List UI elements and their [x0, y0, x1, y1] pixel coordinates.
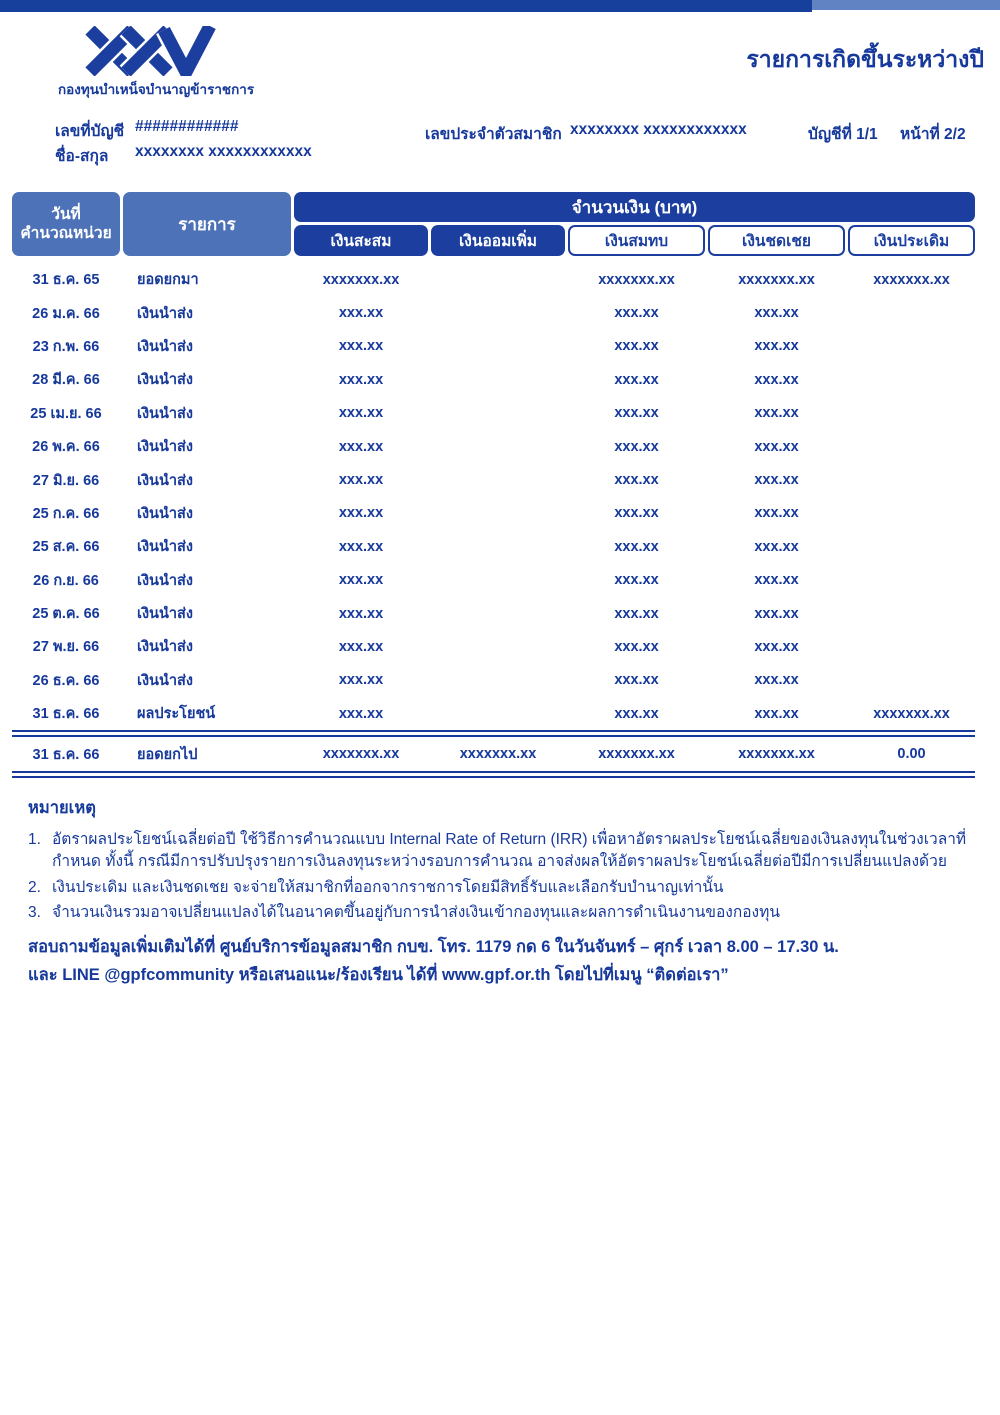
table-row [12, 630, 975, 663]
cell-date: 25 ส.ค. 66 [32, 539, 100, 556]
cell-amount-1: xxxxxxx.xx [459, 746, 537, 763]
col-header-initial: เงินประเดิม [848, 225, 975, 256]
cell-amount-2: xxxxxxx.xx [598, 271, 675, 288]
cell-amount-2: xxx.xx [614, 538, 659, 555]
cell-amount-3: xxx.xx [754, 638, 799, 655]
col-header-amount-group: จำนวนเงิน (บาท) [294, 192, 975, 222]
cell-amount-3: xxx.xx [754, 705, 799, 722]
cell-item: ผลประโยชน์ [137, 706, 216, 723]
col-header-compensation: เงินชดเชย [708, 225, 845, 256]
account-no-value: ############ [135, 118, 239, 135]
cell-amount-0: xxx.xx [338, 605, 384, 622]
cell-amount-0: xxx.xx [338, 572, 384, 589]
cell-item: เงินนำส่ง [137, 539, 193, 556]
table-row [12, 363, 975, 396]
notes-heading: หมายเหตุ [28, 799, 96, 817]
gpf-xxv-logo-icon [78, 26, 228, 76]
cell-amount-0: xxx.xx [338, 638, 384, 655]
table-row [12, 397, 975, 430]
cell-amount-3: xxx.xx [754, 672, 799, 689]
table-row [12, 430, 975, 463]
table-divider-bottom [12, 771, 975, 778]
cell-amount-2: xxx.xx [614, 705, 659, 722]
table-row [12, 564, 975, 597]
col-header-item: รายการ [123, 192, 291, 256]
cell-amount-2: xxx.xx [614, 672, 659, 689]
gpf-logo [58, 26, 255, 100]
cell-amount-0: xxx.xx [338, 371, 384, 388]
cell-item: ยอดยกมา [137, 272, 199, 289]
note-number: 3. [28, 904, 41, 922]
cell-amount-0: xxxxxxx.xx [322, 746, 400, 763]
cell-amount-3: xxxxxxx.xx [738, 271, 815, 288]
cell-amount-2: xxx.xx [614, 405, 659, 422]
cell-item: เงินนำส่ง [137, 639, 193, 656]
cell-date: 26 ม.ค. 66 [32, 305, 100, 322]
cell-amount-2: xxx.xx [614, 438, 659, 455]
cell-date: 26 ก.ย. 66 [33, 572, 99, 589]
cell-amount-3: xxx.xx [754, 538, 799, 555]
top-bar-dark [0, 0, 812, 12]
cell-item: เงินนำส่ง [137, 372, 193, 389]
member-id-label: เลขประจำตัวสมาชิก [425, 126, 562, 143]
cell-date: 31 ธ.ค. 66 [32, 706, 100, 723]
notes-section [28, 795, 976, 928]
table-row [12, 597, 975, 630]
table-body [12, 263, 975, 730]
note-item [28, 902, 976, 924]
cell-amount-3: xxx.xx [754, 472, 799, 489]
col-header-contribution: เงินสมทบ [568, 225, 705, 256]
table-row [12, 296, 975, 329]
name-label: ชื่อ-สกุล [55, 148, 109, 165]
cell-amount-2: xxx.xx [614, 472, 659, 489]
contact-line-2: และ LINE @gpfcommunity หรือเสนอแนะ/ร้องเรียน ได้ที่ www.gpf.or.th โดยไปที่เมนู “ติดต่อเรา” [28, 966, 729, 985]
note-text: จำนวนเงินรวมอาจเปลี่ยนแปลงได้ในอนาคตขึ้นอยู่กับการนำส่งเงินเข้ากองทุนและผลการดำเนินงานของกองทุน [52, 904, 780, 922]
cell-date: 25 ก.ค. 66 [32, 505, 100, 522]
cell-item: เงินนำส่ง [137, 439, 193, 456]
cell-amount-2: xxx.xx [614, 371, 659, 388]
note-item [28, 829, 976, 874]
cell-amount-3: xxx.xx [754, 572, 799, 589]
col-header-extra-savings: เงินออมเพิ่ม [431, 225, 565, 256]
gpf-logo-text: กองทุนบำเหน็จบำนาญข้าราชการ [58, 82, 255, 97]
cell-date: 31 ธ.ค. 65 [32, 272, 100, 289]
note-text: เงินประเดิม และเงินชดเชย จะจ่ายให้สมาชิกที่ออกจากราชการโดยมีสิทธิ์รับและเลือกรับบำนาญเท่านั้น [52, 878, 724, 896]
note-number: 2. [28, 878, 41, 896]
cell-amount-0: xxx.xx [338, 338, 384, 355]
cell-amount-2: xxx.xx [614, 505, 659, 522]
cell-amount-0: xxx.xx [338, 438, 384, 455]
cell-amount-0: xxx.xx [338, 472, 384, 489]
table-footer [12, 737, 975, 771]
cell-amount-3: xxx.xx [754, 505, 799, 522]
transactions-table [12, 192, 975, 778]
cell-amount-0: xxx.xx [338, 405, 384, 422]
table-row [12, 737, 975, 771]
cell-amount-0: xxx.xx [338, 538, 384, 555]
cell-item: เงินนำส่ง [137, 572, 193, 589]
cell-amount-2: xxx.xx [614, 305, 659, 322]
cell-date: 27 มิ.ย. 66 [32, 472, 100, 489]
table-row [12, 697, 975, 730]
cell-amount-4: 0.00 [897, 746, 926, 763]
cell-amount-0: xxx.xx [338, 705, 384, 722]
table-row [12, 497, 975, 530]
cell-amount-2: xxxxxxx.xx [598, 746, 675, 763]
cell-date: 27 พ.ย. 66 [32, 639, 100, 656]
cell-amount-0: xxx.xx [338, 505, 384, 522]
cell-date: 31 ธ.ค. 66 [32, 746, 100, 763]
note-text: อัตราผลประโยชน์เฉลี่ยต่อปี ใช้วิธีการคำนวณแบบ Internal Rate of Return (IRR) เพื่อหาอัตราผลประโยชน์เฉลี่ยของเงินลงทุนในช่วงเวลาที่กำหนด ทั้งนี้ กรณีมีการปรับปรุงรายการเงินลงทุนระหว่างรอบการคำนวณ อาจส่งผลให้อัตราผลประโยชน์เฉลี่ยต่อปีมีการเปลี่ยนแปลงด้วย [52, 831, 967, 871]
page-title: รายการเกิดขึ้นระหว่างปี [746, 46, 984, 72]
name-value: xxxxxxxx xxxxxxxxxxxx [135, 143, 312, 160]
cell-amount-3: xxx.xx [754, 438, 799, 455]
account-page-badge: บัญชีที่ 1/1 [808, 126, 878, 143]
cell-amount-0: xxx.xx [338, 672, 384, 689]
cell-amount-3: xxx.xx [754, 305, 799, 322]
table-divider-top [12, 730, 975, 737]
cell-date: 25 เม.ย. 66 [30, 405, 102, 422]
account-no-label: เลขที่บัญชี [55, 123, 125, 140]
member-id-value: xxxxxxxx xxxxxxxxxxxx [570, 121, 747, 138]
col-header-date-line1: วันที่ [51, 205, 81, 223]
contact-section [28, 933, 976, 989]
cell-item: เงินนำส่ง [137, 305, 193, 322]
table-header [12, 192, 975, 256]
cell-amount-4: xxxxxxx.xx [873, 271, 950, 288]
col-header-savings: เงินสะสม [294, 225, 428, 256]
cell-amount-2: xxx.xx [614, 638, 659, 655]
table-row [12, 263, 975, 296]
cell-date: 25 ต.ค. 66 [32, 606, 100, 623]
note-item [28, 877, 976, 899]
cell-item: เงินนำส่ง [137, 505, 193, 522]
cell-amount-2: xxx.xx [614, 338, 659, 355]
cell-amount-3: xxx.xx [754, 405, 799, 422]
cell-amount-3: xxx.xx [754, 605, 799, 622]
cell-amount-0: xxxxxxx.xx [322, 271, 400, 288]
cell-item: เงินนำส่ง [137, 606, 193, 623]
cell-amount-4: xxxxxxx.xx [873, 705, 950, 722]
cell-item: เงินนำส่ง [137, 672, 193, 689]
table-row [12, 530, 975, 563]
table-row [12, 463, 975, 496]
cell-date: 28 มี.ค. 66 [32, 372, 100, 389]
cell-item: เงินนำส่ง [137, 338, 193, 355]
cell-date: 26 ธ.ค. 66 [32, 672, 100, 689]
cell-item: เงินนำส่ง [137, 405, 193, 422]
cell-amount-3: xxx.xx [754, 338, 799, 355]
cell-amount-2: xxx.xx [614, 605, 659, 622]
cell-date: 26 พ.ค. 66 [32, 439, 100, 456]
cell-date: 23 ก.พ. 66 [32, 338, 100, 355]
cell-amount-0: xxx.xx [338, 305, 384, 322]
cell-item: เงินนำส่ง [137, 472, 193, 489]
contact-line-1: สอบถามข้อมูลเพิ่มเติมได้ที่ ศูนย์บริการข้อมูลสมาชิก กบข. โทร. 1179 กด 6 ในวันจันทร์ – ศุกร์ เวลา 8.00 – 17.30 น. [28, 938, 839, 956]
table-row [12, 330, 975, 363]
cell-item: ยอดยกไป [137, 746, 198, 763]
cell-amount-3: xxxxxxx.xx [738, 746, 815, 763]
top-bar-light [812, 0, 1000, 10]
col-header-date-line2: คำนวณหน่วย [20, 225, 112, 242]
table-row [12, 664, 975, 697]
page-number-badge: หน้าที่ 2/2 [900, 126, 966, 143]
note-number: 1. [28, 831, 41, 848]
cell-amount-2: xxx.xx [614, 572, 659, 589]
col-header-date [12, 192, 120, 256]
cell-amount-3: xxx.xx [754, 371, 799, 388]
